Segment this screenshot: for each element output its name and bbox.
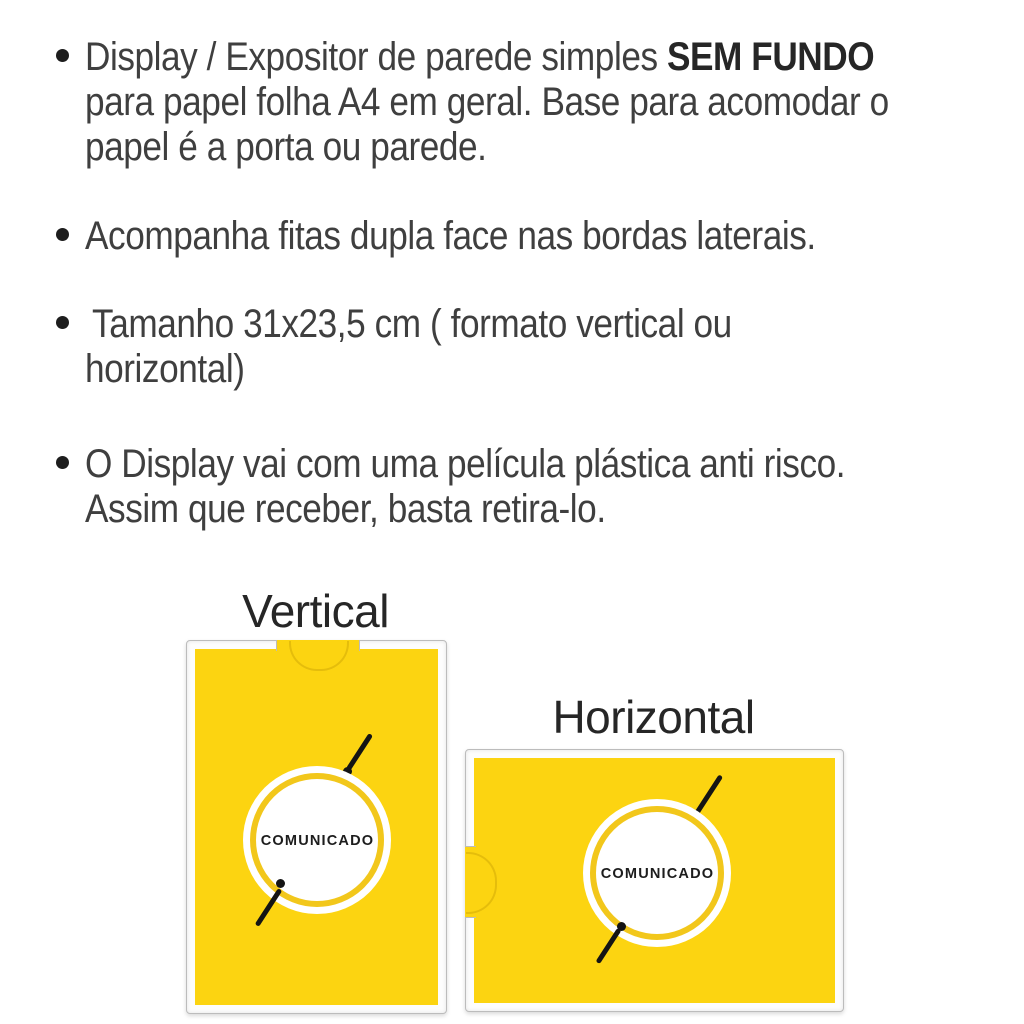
- bullet-line: O Display vai com uma película plástica anti risco.: [85, 442, 846, 486]
- bullet-line: para papel folha A4 em geral. Base para acomodar o: [85, 80, 889, 124]
- badge-text: COMUNICADO: [260, 831, 374, 849]
- bullet-line: papel é a porta ou parede.: [85, 125, 487, 169]
- vertical-display-frame: [186, 640, 447, 1014]
- badge-ring: [590, 806, 724, 940]
- badge-ring: [250, 773, 384, 907]
- bullet-line: horizontal): [85, 347, 245, 391]
- bullet-text: [85, 35, 998, 170]
- bullet-text: [85, 302, 820, 392]
- horizontal-display-frame: [465, 749, 844, 1012]
- bullet-item-size: [50, 302, 820, 392]
- bullet-text: [85, 442, 949, 532]
- slash-dot-lower: [276, 879, 285, 888]
- slash-line-lower: [596, 928, 622, 964]
- vertical-yellow-poster: [195, 649, 438, 1005]
- bullet-item-tapes: [50, 214, 915, 259]
- bullet-text: [85, 214, 915, 259]
- highlight-sem-fundo: SEM FUNDO: [666, 35, 875, 79]
- bullet-dot: [56, 49, 69, 62]
- bullet-item-description: [50, 35, 998, 170]
- bullet-line: Tamanho 31x23,5 cm ( formato vertical ou: [92, 302, 732, 346]
- vertical-label: Vertical: [242, 585, 389, 637]
- bullet-line: Acompanha fitas dupla face nas bordas laterais.: [85, 214, 816, 258]
- comunicado-badge: [243, 766, 391, 914]
- bullet-dot: [56, 456, 69, 469]
- badge-text: COMUNICADO: [600, 864, 714, 882]
- slash-line-upper: [346, 733, 373, 771]
- slash-line-upper: [694, 774, 723, 815]
- bullet-line: Display / Expositor de parede simples SEM FUNDO: [85, 35, 875, 79]
- horizontal-yellow-poster: [474, 758, 835, 1003]
- horizontal-label: Horizontal: [552, 691, 755, 743]
- bullet-line: Assim que receber, basta retira-lo.: [85, 487, 606, 531]
- comunicado-badge: [583, 799, 731, 947]
- bullet-item-film: [50, 442, 949, 532]
- bullet-dot: [56, 228, 69, 241]
- bullet-dot: [56, 316, 69, 329]
